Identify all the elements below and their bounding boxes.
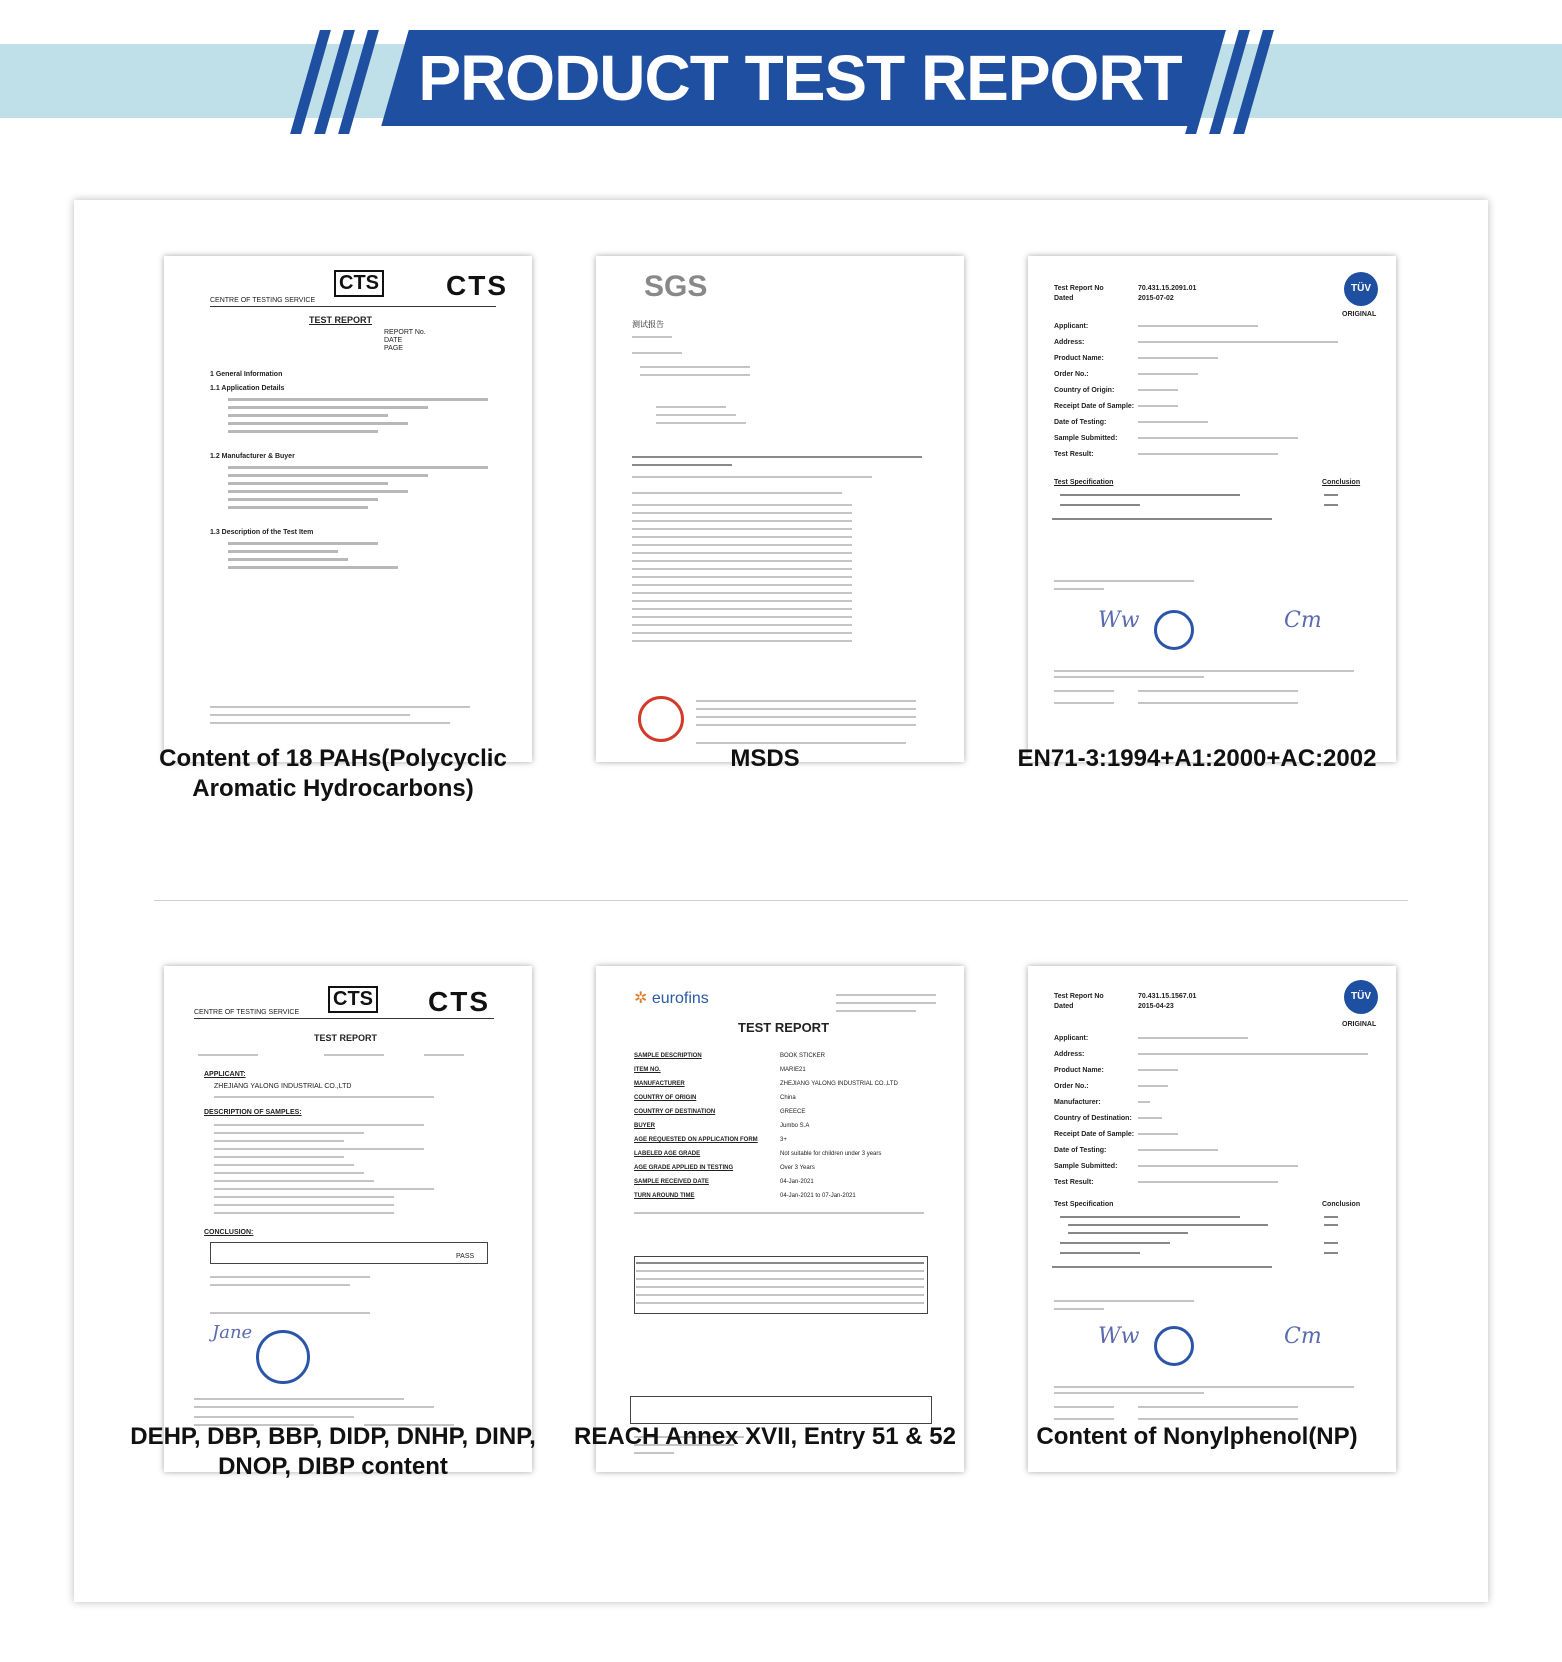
disclaimer-box (630, 1396, 932, 1424)
field-label: SAMPLE DESCRIPTION (634, 1053, 702, 1059)
cts-logo: CTS (428, 986, 490, 1017)
report-gallery-card (74, 200, 1488, 1602)
signature-right: Cm (1284, 1324, 1322, 1349)
applicant-value: ZHEJIANG YALONG INDUSTRIAL CO.,LTD (214, 1083, 352, 1090)
field-label: Test Report No (1054, 285, 1104, 292)
field-value: 04-Jan-2021 to 07-Jan-2021 (780, 1193, 856, 1199)
field-label: Sample Submitted: (1054, 435, 1118, 442)
report-thumbnail-msds[interactable] (596, 256, 964, 762)
report-title: TEST REPORT (738, 1020, 830, 1035)
caption-pahs: Content of 18 PAHs(Polycyclic Aromatic Hydrocarbons) (159, 745, 507, 802)
description-label: DESCRIPTION OF SAMPLES: (204, 1109, 302, 1116)
report-title: 测试报告 (632, 320, 664, 329)
field-label: Date of Testing: (1054, 1147, 1107, 1154)
page-title: PRODUCT TEST REPORT (418, 42, 1182, 114)
org-name: CENTRE OF TESTING SERVICE (194, 1009, 300, 1016)
field-label: Order No.: (1054, 371, 1089, 378)
field-label: MANUFACTURER (634, 1081, 685, 1087)
conclusion-label: Conclusion (1322, 479, 1361, 486)
field-value: Over 3 Years (780, 1165, 815, 1171)
section-heading: 1.1 Application Details (210, 385, 285, 392)
caption-nonylphenol: Content of Nonylphenol(NP) (1036, 1423, 1358, 1450)
field-label: Sample Submitted: (1054, 1163, 1118, 1170)
report-number: 70.431.15.2091.01 (1138, 285, 1197, 292)
field-label: TURN AROUND TIME (634, 1193, 695, 1199)
field-label: PAGE (384, 345, 403, 352)
report-title: TEST REPORT (309, 315, 373, 325)
original-label: ORIGINAL (1342, 1021, 1377, 1028)
tuv-stamp-icon (1154, 610, 1194, 650)
report-thumbnail-reach[interactable] (596, 966, 964, 1472)
field-label: SAMPLE RECEIVED DATE (634, 1179, 709, 1185)
conclusion-table (210, 1242, 488, 1264)
tuv-badge-icon: TÜV (1344, 980, 1378, 1014)
field-label: Receipt Date of Sample: (1054, 1131, 1135, 1138)
field-label: BUYER (634, 1123, 656, 1129)
cts-round-seal-icon (256, 1330, 310, 1384)
conclusion-label: Conclusion (1322, 1201, 1361, 1208)
section-heading: 1.2 Manufacturer & Buyer (210, 453, 295, 460)
field-label: Product Name: (1054, 355, 1104, 362)
cts-emblem-icon: CTS (328, 986, 378, 1013)
signature-left: Ww (1098, 608, 1140, 633)
field-value: ZHEJIANG YALONG INDUSTRIAL CO.,LTD (780, 1081, 898, 1087)
field-label: Applicant: (1054, 1035, 1089, 1042)
field-label: AGE GRADE APPLIED IN TESTING (634, 1165, 734, 1171)
field-label: ITEM NO. (634, 1067, 661, 1073)
field-label: COUNTRY OF DESTINATION (634, 1109, 716, 1115)
field-value: GREECE (780, 1109, 806, 1115)
row-divider (154, 900, 1408, 901)
field-label: DATE (384, 337, 403, 344)
spec-label: Test Specification (1054, 1201, 1114, 1208)
field-value: Jumbo S.A (780, 1123, 810, 1129)
field-label: Dated (1054, 1003, 1074, 1010)
field-label: Test Report No (1054, 993, 1104, 1000)
field-value: 04-Jan-2021 (780, 1179, 814, 1185)
field-label: LABELED AGE GRADE (634, 1151, 701, 1157)
field-value: 3+ (780, 1137, 787, 1143)
caption-en71: EN71-3:1994+A1:2000+AC:2002 (1017, 745, 1377, 772)
field-label: Receipt Date of Sample: (1054, 403, 1135, 410)
field-label: Address: (1054, 1051, 1085, 1058)
sgs-logo: SGS (644, 270, 708, 303)
test-results-table (634, 1256, 928, 1314)
spec-label: Test Specification (1054, 479, 1114, 486)
field-label: Manufacturer: (1054, 1099, 1101, 1106)
org-name: CENTRE OF TESTING SERVICE (210, 297, 316, 304)
red-seal-icon (638, 696, 684, 742)
field-value: BOOK STICKER (780, 1053, 826, 1059)
field-label: Order No.: (1054, 1083, 1089, 1090)
result-badge: PASS (456, 1253, 475, 1260)
cts-emblem-icon: CTS (334, 270, 384, 297)
report-thumbnail-en71[interactable] (1028, 256, 1396, 762)
field-label: Country of Origin: (1054, 387, 1115, 394)
section-heading: 1.3 Description of the Test Item (210, 529, 314, 536)
field-label: Test Result: (1054, 451, 1094, 458)
report-number: 70.431.15.1567.01 (1138, 993, 1197, 1000)
field-value: MARIE21 (780, 1067, 806, 1073)
field-label: Test Result: (1054, 1179, 1094, 1186)
signature: Jane (212, 1322, 253, 1343)
signature-right: Cm (1284, 608, 1322, 633)
section-heading: 1 General Information (210, 371, 283, 378)
report-date: 2015-07-02 (1138, 295, 1174, 302)
field-label: Applicant: (1054, 323, 1089, 330)
report-title: TEST REPORT (314, 1033, 378, 1043)
banner-stripes-right (1190, 30, 1300, 134)
tuv-badge-icon: TÜV (1344, 272, 1378, 306)
caption-phthalates: DEHP, DBP, BBP, DIDP, DNHP, DINP, DNOP, DIBP content (130, 1423, 536, 1480)
field-label: Product Name: (1054, 1067, 1104, 1074)
caption-msds: MSDS (730, 745, 800, 772)
field-label: Country of Destination: (1054, 1115, 1132, 1122)
report-thumbnail-nonylphenol[interactable] (1028, 966, 1396, 1472)
report-thumbnail-pahs[interactable] (164, 256, 532, 762)
eurofins-logo: ✲ eurofins (634, 990, 709, 1007)
field-label: Date of Testing: (1054, 419, 1107, 426)
field-value: Not suitable for children under 3 years (780, 1151, 882, 1157)
report-thumbnail-phthalates[interactable] (164, 966, 532, 1472)
field-label: REPORT No. (384, 329, 426, 336)
field-label: COUNTRY OF ORIGIN (634, 1095, 697, 1101)
applicant-label: APPLICANT: (204, 1071, 246, 1078)
field-label: AGE REQUESTED ON APPLICATION FORM (634, 1137, 758, 1143)
conclusion-label: CONCLUSION: (204, 1229, 254, 1236)
report-date: 2015-04-23 (1138, 1003, 1174, 1010)
cts-logo: CTS (446, 270, 508, 301)
signature-left: Ww (1098, 1324, 1140, 1349)
original-label: ORIGINAL (1342, 311, 1377, 318)
field-label: Address: (1054, 339, 1085, 346)
field-label: Dated (1054, 295, 1074, 302)
tuv-stamp-icon (1154, 1326, 1194, 1366)
field-value: China (780, 1095, 796, 1101)
caption-reach: REACH Annex XVII, Entry 51 & 52 (574, 1423, 956, 1450)
